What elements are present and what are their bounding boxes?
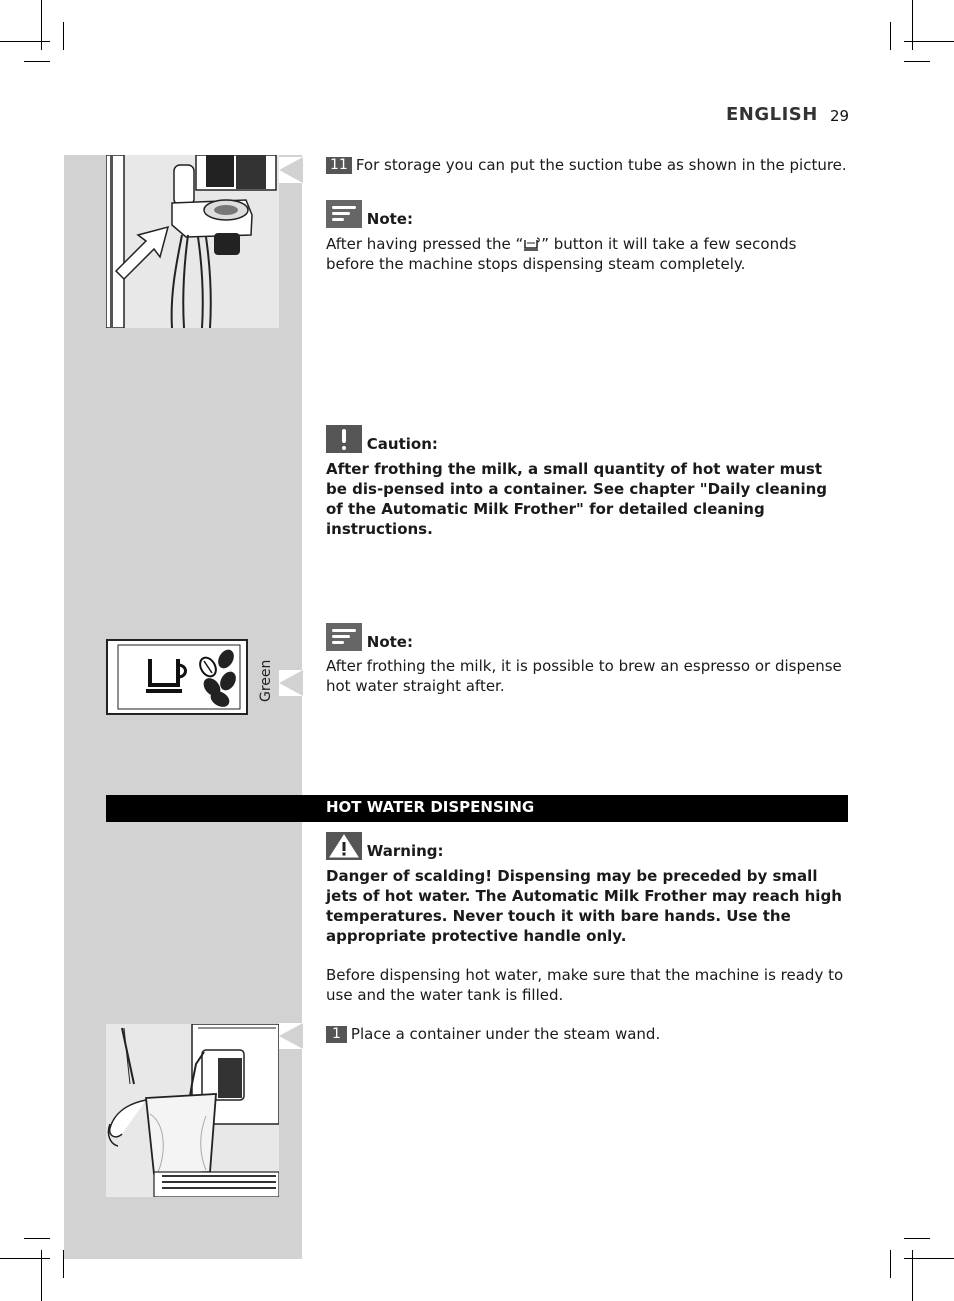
note-1 bbox=[326, 200, 848, 229]
note-2-text: After frothing the milk, it is possible to brew an espresso or dispense hot water straight after. bbox=[326, 657, 842, 695]
note-1-text-end: ” button it will take a few seconds before the machine stops dispensing steam completely. bbox=[326, 235, 797, 273]
step-11 bbox=[326, 155, 848, 175]
page-number: 29 bbox=[830, 107, 850, 125]
caution-title: Caution: bbox=[366, 435, 438, 453]
caution-block bbox=[326, 425, 848, 454]
step-1-text: Place a container under the steam wand. bbox=[350, 1025, 661, 1043]
note-icon bbox=[326, 200, 362, 228]
step-number-badge: 1 bbox=[326, 1026, 347, 1043]
caution-text: After frothing the milk, a small quantity of hot water must be dis-pensed into a container. See chapter "Daily cleaning of the Automatic Milk Frother" for detailed cleaning instructions. bbox=[326, 460, 828, 538]
step-11-text: For storage you can put the suction tube as shown in the picture. bbox=[355, 156, 847, 174]
note-1-title: Note: bbox=[366, 210, 413, 228]
display-color-label: Green bbox=[258, 659, 274, 702]
warning-triangle-icon bbox=[326, 832, 362, 860]
warning-text: Danger of scalding! Dispensing may be preceded by small jets of hot water. The Automatic Milk Frother may reach high temperatures. Never touch it with bare hands. Use the appropriate protective handle only. bbox=[326, 867, 842, 945]
display-illustration bbox=[106, 639, 248, 715]
note-icon bbox=[326, 623, 362, 651]
exclamation-icon bbox=[326, 425, 362, 453]
pointer-arrow bbox=[279, 1023, 303, 1049]
container-under-wand-illustration bbox=[106, 1024, 279, 1197]
steam-cup-icon bbox=[523, 236, 541, 252]
suction-tube-illustration bbox=[106, 155, 279, 328]
note-2 bbox=[326, 623, 848, 652]
header-language: ENGLISH bbox=[726, 104, 818, 125]
note-2-title: Note: bbox=[366, 633, 413, 651]
note-1-body bbox=[326, 234, 848, 274]
step-1 bbox=[326, 1024, 848, 1044]
step-number-badge: 11 bbox=[326, 157, 352, 174]
pointer-arrow bbox=[279, 670, 303, 696]
section-heading-bar bbox=[106, 795, 848, 822]
pointer-arrow bbox=[279, 157, 303, 183]
warning-block bbox=[326, 832, 848, 861]
note-1-text-start: After having pressed the “ bbox=[326, 235, 524, 253]
intro-paragraph: Before dispensing hot water, make sure that the machine is ready to use and the water tank is filled. bbox=[326, 966, 844, 1004]
section-title: HOT WATER DISPENSING bbox=[326, 798, 535, 816]
warning-title: Warning: bbox=[366, 842, 444, 860]
